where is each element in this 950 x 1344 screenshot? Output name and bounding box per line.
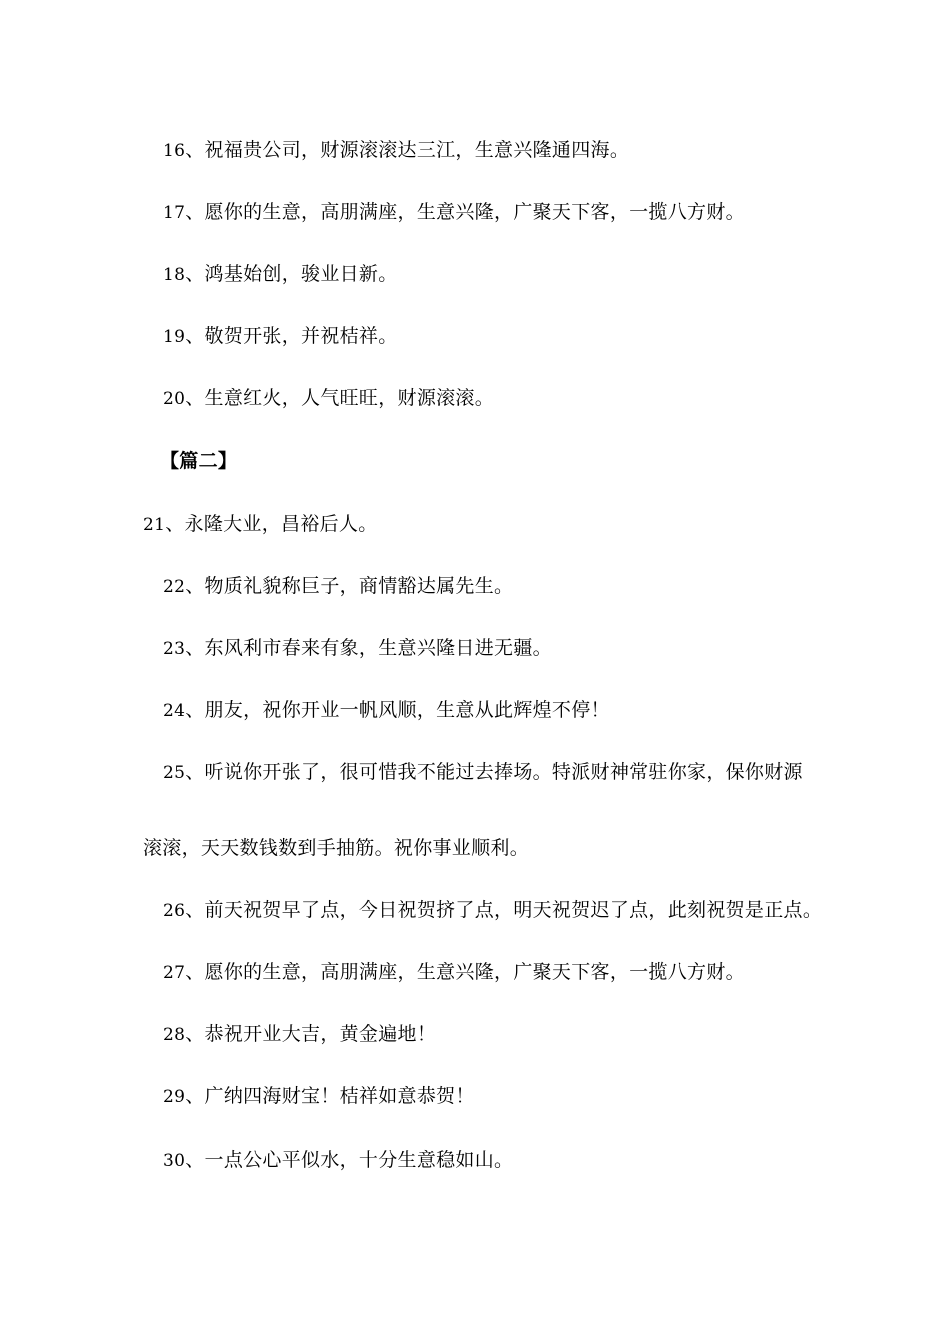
- item-text: 滚滚，天天数钱数到手抽筋。祝你事业顺利。: [143, 837, 530, 859]
- item-text: 、一点公心平似水，十分生意稳如山。: [185, 1149, 514, 1171]
- item-number: 29: [163, 1087, 186, 1107]
- list-item: [163, 138, 629, 163]
- item-number: 16: [163, 141, 186, 161]
- item-text: 、朋友，祝你开业一帆风顺，生意从此辉煌不停！: [185, 699, 610, 721]
- item-number: 21: [143, 515, 166, 535]
- item-number: 23: [163, 639, 186, 659]
- item-text: 、生意红火，人气旺旺，财源滚滚。: [185, 387, 495, 409]
- list-item: [163, 324, 398, 349]
- item-number: 25: [163, 763, 186, 783]
- item-number: 24: [163, 701, 186, 721]
- list-item: [163, 1084, 475, 1109]
- list-item: [163, 262, 398, 287]
- item-text: 、愿你的生意，高朋满座，生意兴隆，广聚天下客，一揽八方财。: [185, 961, 745, 983]
- item-number: 22: [163, 577, 186, 597]
- item-text: 、广纳四海财宝！桔祥如意恭贺！: [185, 1085, 475, 1107]
- list-item: [163, 386, 494, 411]
- item-number: 27: [163, 963, 186, 983]
- item-number: 18: [163, 265, 186, 285]
- list-item-continuation: [143, 836, 529, 860]
- item-text: 、愿你的生意，高朋满座，生意兴隆，广聚天下客，一揽八方财。: [185, 201, 745, 223]
- list-item: [163, 1148, 513, 1173]
- list-item: [163, 1022, 436, 1047]
- item-text: 、东风利市春来有象，生意兴隆日进无疆。: [185, 637, 552, 659]
- item-text: 、永隆大业，昌裕后人。: [165, 513, 378, 535]
- list-item: [143, 512, 378, 537]
- item-number: 19: [163, 327, 186, 347]
- item-number: 28: [163, 1025, 186, 1045]
- item-text: 、听说你开张了，很可惜我不能过去捧场。特派财神常驻你家，保你财源: [185, 761, 803, 783]
- list-item: [163, 760, 803, 785]
- section-heading: 【篇二】: [160, 450, 238, 472]
- item-number: 30: [163, 1151, 186, 1171]
- list-item: [163, 200, 745, 225]
- item-text: 、敬贺开张，并祝桔祥。: [185, 325, 398, 347]
- list-item: [163, 698, 610, 723]
- list-item: [163, 574, 513, 599]
- list-item: [163, 636, 552, 661]
- list-item: [163, 898, 822, 923]
- item-number: 20: [163, 389, 186, 409]
- item-text: 、祝福贵公司，财源滚滚达三江，生意兴隆通四海。: [185, 139, 630, 161]
- item-text: 、恭祝开业大吉，黄金遍地！: [185, 1023, 437, 1045]
- item-number: 26: [163, 901, 186, 921]
- list-item: [163, 960, 745, 985]
- item-text: 、物质礼貌称巨子，商情豁达属先生。: [185, 575, 514, 597]
- item-number: 17: [163, 203, 186, 223]
- item-text: 、鸿基始创，骏业日新。: [185, 263, 398, 285]
- item-text: 、前天祝贺早了点，今日祝贺挤了点，明天祝贺迟了点，此刻祝贺是正点。: [185, 899, 823, 921]
